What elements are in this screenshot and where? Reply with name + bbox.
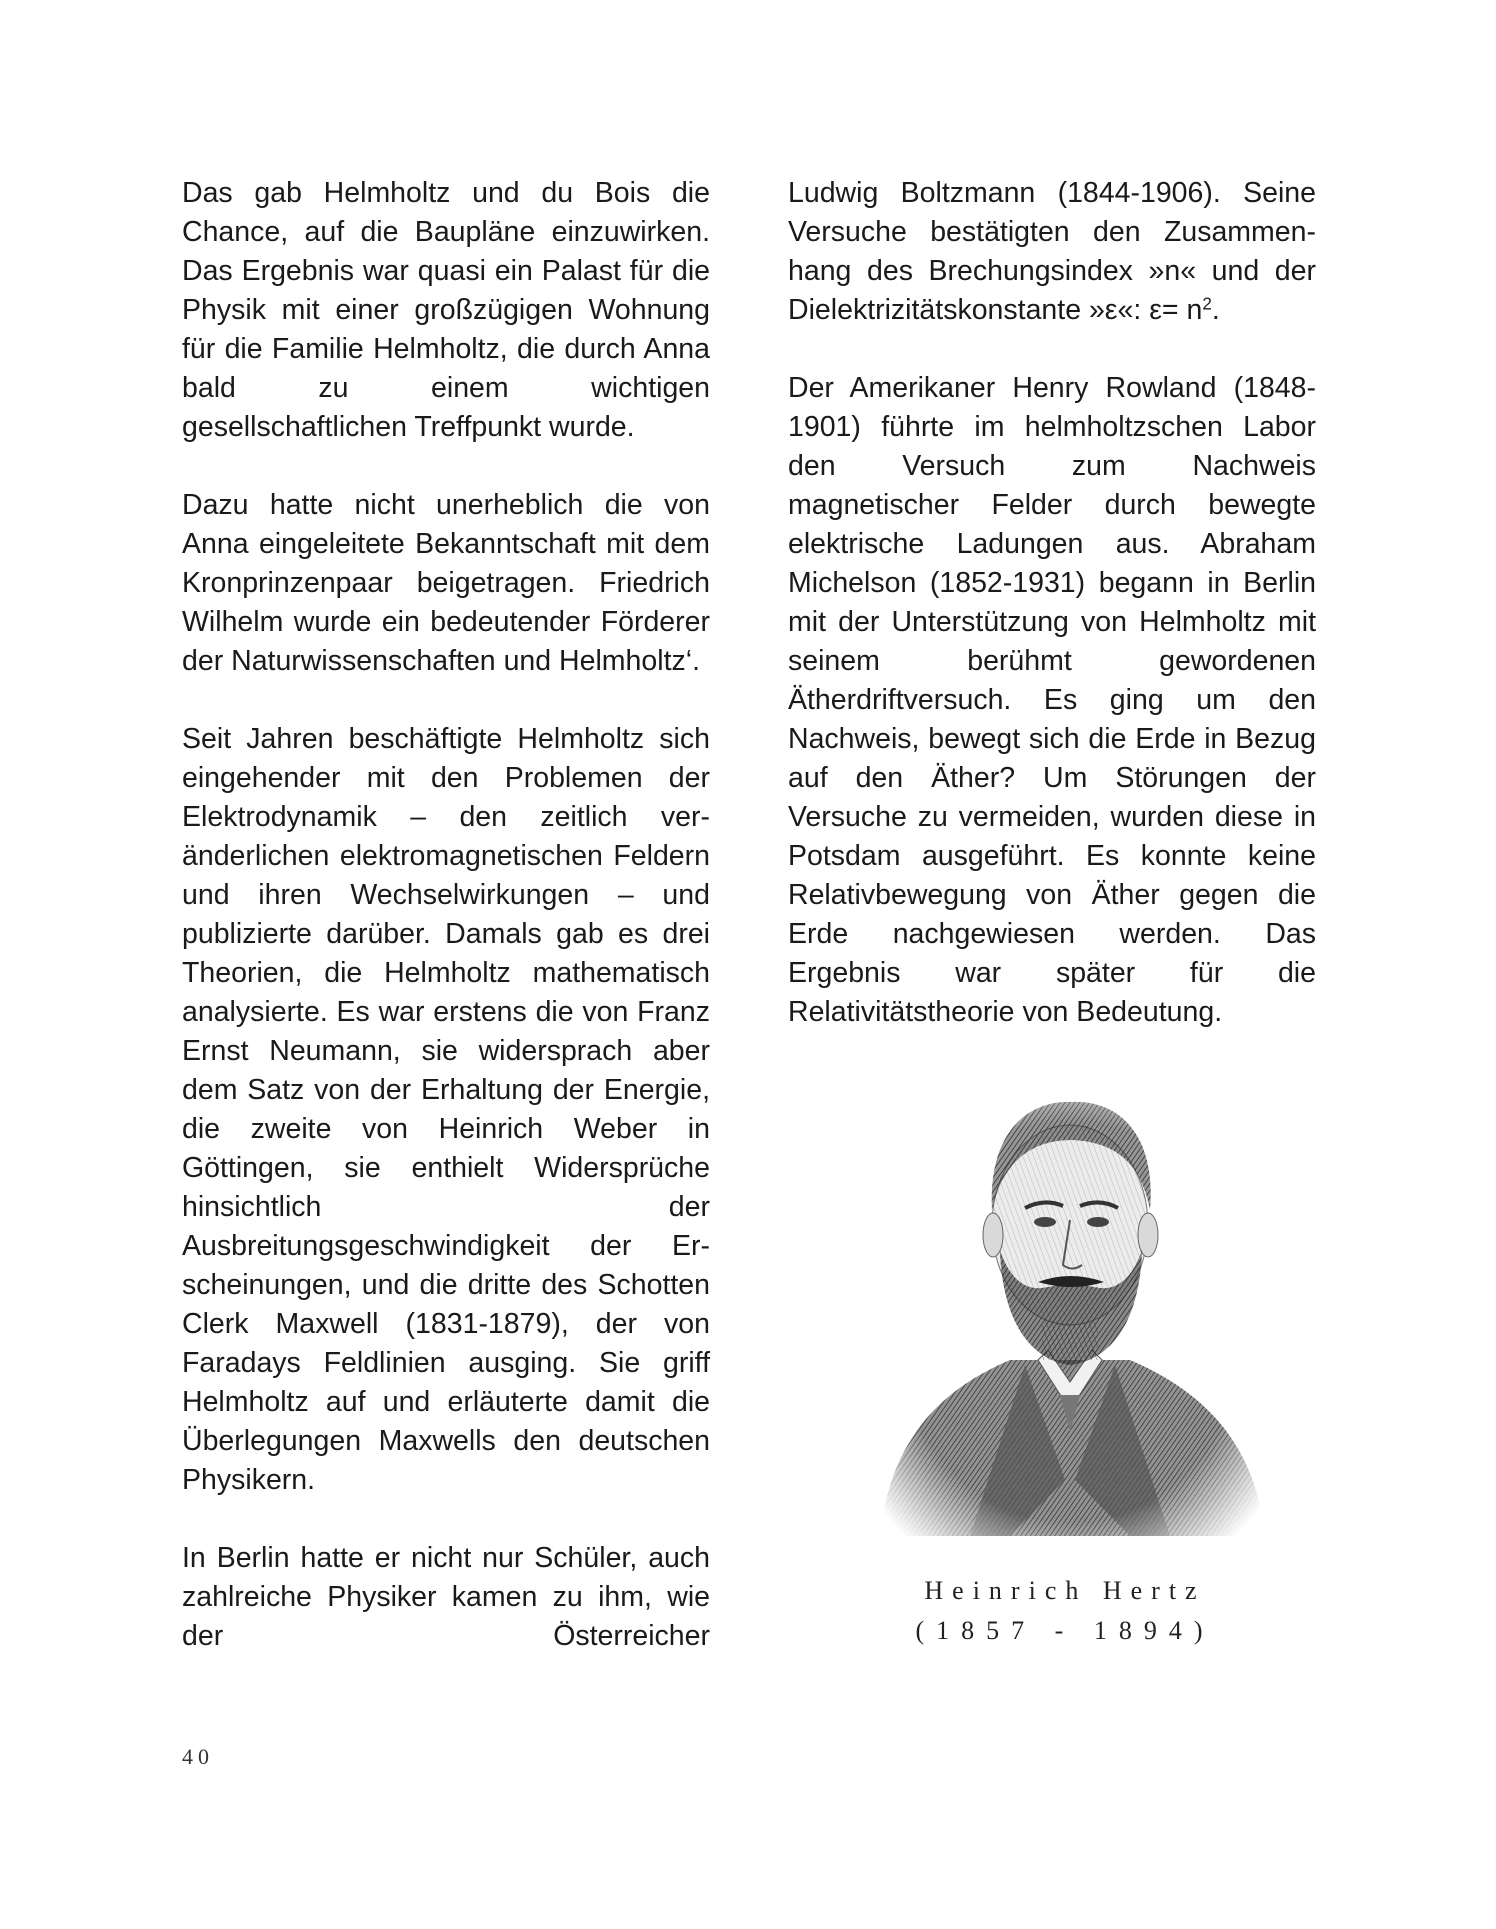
portrait-illustration <box>860 1060 1280 1536</box>
portrait-engraving <box>860 1060 1280 1536</box>
paragraph-bauplaene: Das gab Helmholtz und du Bois die Chance, auf die Baupläne einzuwirken. Das Ergebnis war quasi ein Palast für die Physik mit einer großzügigen Wohnung für die Familie Helmholtz, die durch Anna bald zu einem wichtigen gesellschaftlichen Treffpunkt wurde. <box>182 177 710 443</box>
left-column <box>182 174 710 1656</box>
paragraph-elektrodynamik: Seit Jahren beschäftigte Helmholtz sich eingehender mit den Problemen der Elektrodynamik – den zeitlich veränderlichen elektromagnetischen Feldern und ihren Wechselwirkungen – und publizierte darüber. Damals gab es drei Theorien, die Helmholtz mathematisch analysierte. Es war erstens die von Franz Ernst Neumann, sie widersprach aber dem Satz von der Erhaltung der Energie, die zweite von Heinrich Weber in Göttingen, sie enthielt Widersprüche hinsichtlich der Ausbreitungsgeschwindigkeit der Erscheinungen, und die dritte des Schotten Clerk Maxwell (1831-1879), der von Faradays Feldlinien ausging. Sie griff Helmholtz auf und erläuterte damit die Überlegungen Maxwells den deutschen Physikern. <box>182 723 710 1496</box>
right-column <box>788 174 1316 1032</box>
paragraph-rowland-michelson: Der Amerikaner Henry Rowland (1848-1901) führte im helmholtzschen Labor den Versuch zum Nachweis magnetischer Felder durch bewegte elektrische Ladungen aus. Abraham Michelson (1852-1931) begann in Berlin mit der Unterstützung von Helmholtz mit seinem berühmt gewordenen Ätherdriftversuch. Es ging um den Nachweis, bewegt sich die Erde in Bezug auf den Äther? Um Störungen der Versuche zu vermeiden, wurden diese in Potsdam ausgeführt. Es konnte keine Relativbewegung von Äther gegen die Erde nachgewiesen werden. Das Ergebnis war später für die Relativitätstheorie von Bedeutung. <box>788 372 1316 1028</box>
boltzmann-end: . <box>1211 294 1220 326</box>
portrait-caption-years: (1857 - 1894) <box>915 1616 1215 1645</box>
paragraph-boltzmann <box>788 174 1316 330</box>
paragraph-berlin-physiker: In Berlin hatte er nicht nur Schüler, auch zahlreiche Physiker kamen zu ihm, wie der Österreicher <box>182 1542 710 1652</box>
superscript-two: 2 <box>1202 294 1212 314</box>
paragraph-kronprinzenpaar: Dazu hatte nicht unerheblich die von Anna eingeleitete Bekanntschaft mit dem Kronprinzenpaar beigetragen. Friedrich Wilhelm wurde ein bedeutender Förderer der Naturwissenschaften und Helmholtz‘. <box>182 489 710 677</box>
portrait-caption-name: Heinrich Hertz <box>924 1576 1206 1605</box>
page-number: 40 <box>182 1744 214 1769</box>
boltzmann-text: Ludwig Boltzmann (1844-1906). Seine Versuche bestätigten den Zusammenhang des Brechungsindex »n« und der Dielektrizitätskonstante »ε«: ε= n <box>788 177 1316 326</box>
